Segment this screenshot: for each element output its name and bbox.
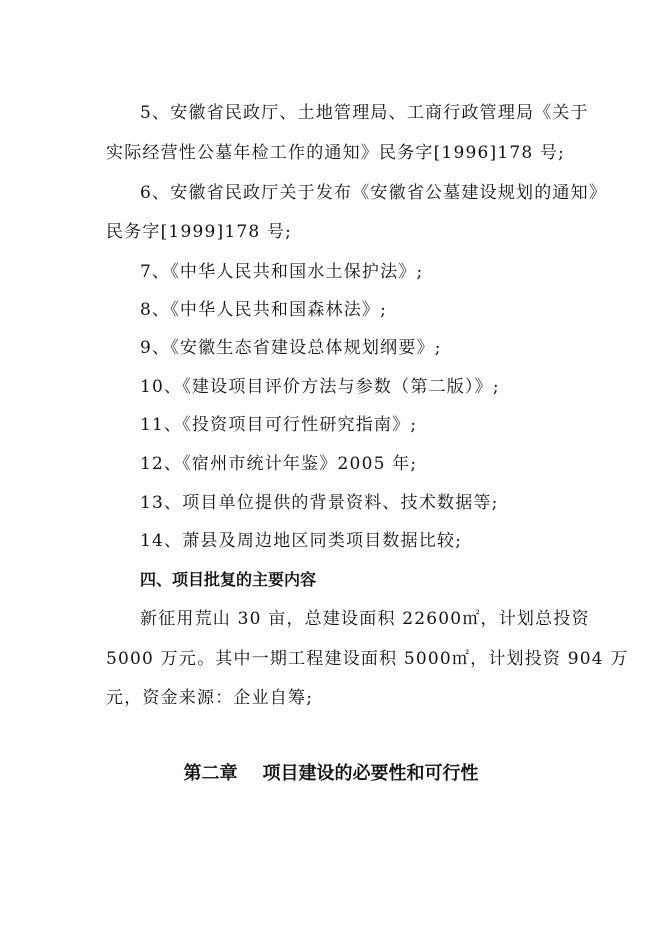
reference-9: 9、《安徽生态省建设总体规划纲要》; [140, 338, 442, 358]
section-paragraph-line2: 5000 万元。其中一期工程建设面积 5000㎡，计划投资 904 万 [106, 649, 629, 669]
section-paragraph-line3: 元，资金来源：企业自筹; [106, 688, 314, 708]
reference-6-line1: 6、安徽省民政厅关于发布《安徽省公墓建设规划的通知》 [140, 183, 608, 203]
reference-6-line2: 民务字[1999]178 号; [106, 222, 293, 242]
section-heading: 四、项目批复的主要内容 [140, 570, 317, 589]
reference-11: 11、《投资项目可行性研究指南》; [140, 415, 418, 435]
reference-8: 8、《中华人民共和国森林法》; [140, 300, 388, 320]
reference-5-line2: 实际经营性公墓年检工作的通知》民务字[1996]178 号; [106, 143, 566, 163]
reference-14: 14、萧县及周边地区同类项目数据比较; [140, 531, 463, 551]
reference-13: 13、项目单位提供的背景资料、技术数据等; [140, 493, 499, 513]
chapter-title: 第二章 项目建设的必要性和可行性 [183, 763, 479, 784]
section-paragraph-line1: 新征用荒山 30 亩，总建设面积 22600㎡，计划总投资 [140, 609, 590, 629]
reference-5-line1: 5、安徽省民政厅、土地管理局、工商行政管理局《关于 [140, 103, 589, 123]
reference-7: 7、《中华人民共和国水土保护法》; [140, 262, 424, 282]
reference-10: 10、《建设项目评价方法与参数（第二版）》; [140, 377, 500, 397]
reference-12: 12、《宿州市统计年鉴》2005 年; [140, 454, 418, 474]
